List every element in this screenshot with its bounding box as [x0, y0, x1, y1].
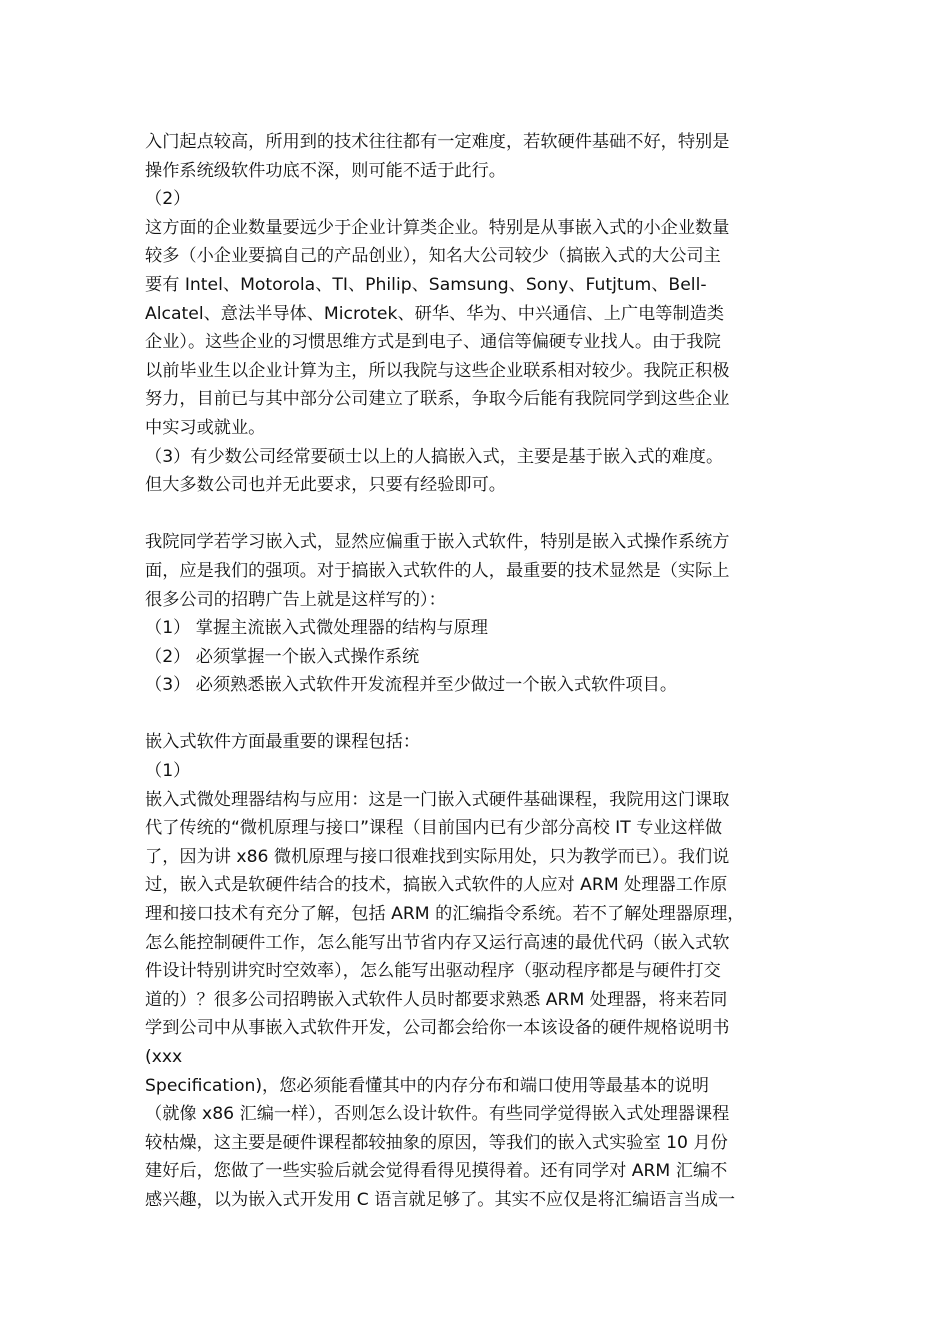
text-line: （就像 x86 汇编一样），否则怎么设计软件。有些同学觉得嵌入式处理器课程 — [145, 1104, 730, 1125]
text-line: (xxx — [145, 1047, 183, 1067]
text-line: 中实习或就业。 — [145, 417, 266, 438]
list-item: （2） 必须掌握一个嵌入式操作系统 — [145, 646, 420, 667]
paragraph-3 — [145, 728, 805, 1214]
list-item: （1） 掌握主流嵌入式微处理器的结构与原理 — [145, 618, 488, 639]
document-page — [145, 128, 805, 1215]
text-line: 道的）？很多公司招聘嵌入式软件人员时都要求熟悉 ARM 处理器，将来若同 — [145, 989, 728, 1010]
text-line: 较多（小企业要搞自己的产品创业），知名大公司较少（搞嵌入式的大公司主 — [145, 246, 721, 267]
text-line: 较枯燥，这主要是硬件课程都较抽象的原因，等我们的嵌入式实验室 10 月份 — [145, 1132, 728, 1153]
text-line: （3）有少数公司经常要硕士以上的人搞嵌入式，主要是基于嵌入式的难度。 — [145, 446, 724, 467]
text-line: 过，嵌入式是软硬件结合的技术，搞嵌入式软件的人应对 ARM 处理器工作原 — [145, 875, 728, 896]
text-line: 这方面的企业数量要远少于企业计算类企业。特别是从事嵌入式的小企业数量 — [145, 217, 730, 238]
paragraph-1 — [145, 128, 805, 500]
text-line: 怎么能控制硬件工作，怎么能写出节省内存又运行高速的最优代码（嵌入式软 — [145, 932, 730, 953]
text-line: 企业）。这些企业的习惯思维方式是到电子、通信等偏硬专业找人。由于我院 — [145, 332, 721, 353]
text-line: 操作系统级软件功底不深，则可能不适于此行。 — [145, 160, 506, 181]
text-line: 很多公司的招聘广告上就是这样写的）： — [145, 589, 446, 610]
list-item: （3） 必须熟悉嵌入式软件开发流程并至少做过一个嵌入式软件项目。 — [145, 675, 678, 696]
text-line: 理和接口技术有充分了解，包括 ARM 的汇编指令系统。若不了解处理器原理， — [145, 904, 745, 925]
text-line: 嵌入式微处理器结构与应用：这是一门嵌入式硬件基础课程，我院用这门课取 — [145, 789, 730, 810]
text-line: 我院同学若学习嵌入式，显然应偏重于嵌入式软件，特别是嵌入式操作系统方 — [145, 532, 730, 553]
text-line: 感兴趣，以为嵌入式开发用 C 语言就足够了。其实不应仅是将汇编语言当成一 — [145, 1189, 736, 1210]
text-line: 面，应是我们的强项。对于搞嵌入式软件的人，最重要的技术显然是（实际上 — [145, 560, 730, 581]
text-line: （1） — [145, 761, 191, 782]
text-line: Specification)，您必须能看懂其中的内存分布和端口使用等最基本的说明 — [145, 1075, 709, 1096]
text-line: 入门起点较高，所用到的技术往往都有一定难度，若软硬件基础不好，特别是 — [145, 132, 730, 152]
text-line: 但大多数公司也并无此要求，只要有经验即可。 — [145, 475, 506, 496]
text-line: 件设计特别讲究时空效率），怎么能写出驱动程序（驱动程序都是与硬件打交 — [145, 961, 721, 982]
text-line: 要有 Intel、Motorola、TI、Philip、Samsung、Sony、Futjtum、Bell- — [145, 274, 707, 295]
text-line: 嵌入式软件方面最重要的课程包括： — [145, 732, 421, 753]
text-line: 以前毕业生以企业计算为主，所以我院与这些企业联系相对较少。我院正积极 — [145, 360, 730, 381]
paragraph-spacer — [145, 700, 805, 729]
text-line: 努力，目前已与其中部分公司建立了联系，争取今后能有我院同学到这些企业 — [145, 389, 730, 410]
text-line: 代了传统的“微机原理与接口”课程（目前国内已有少部分高校 IT 专业这样做 — [145, 818, 723, 839]
text-line: Alcatel、意法半导体、Microtek、研华、华为、中兴通信、上广电等制造类 — [145, 303, 725, 324]
paragraph-2 — [145, 528, 805, 700]
text-line: （2） — [145, 189, 191, 210]
text-line: 了，因为讲 x86 微机原理与接口很难找到实际用处，只为教学而已）。我们说 — [145, 846, 730, 867]
text-line: 学到公司中从事嵌入式软件开发，公司都会给你一本该设备的硬件规格说明书 — [145, 1018, 730, 1039]
paragraph-spacer — [145, 500, 805, 529]
text-line: 建好后，您做了一些实验后就会觉得看得见摸得着。还有同学对 ARM 汇编不 — [145, 1161, 728, 1182]
